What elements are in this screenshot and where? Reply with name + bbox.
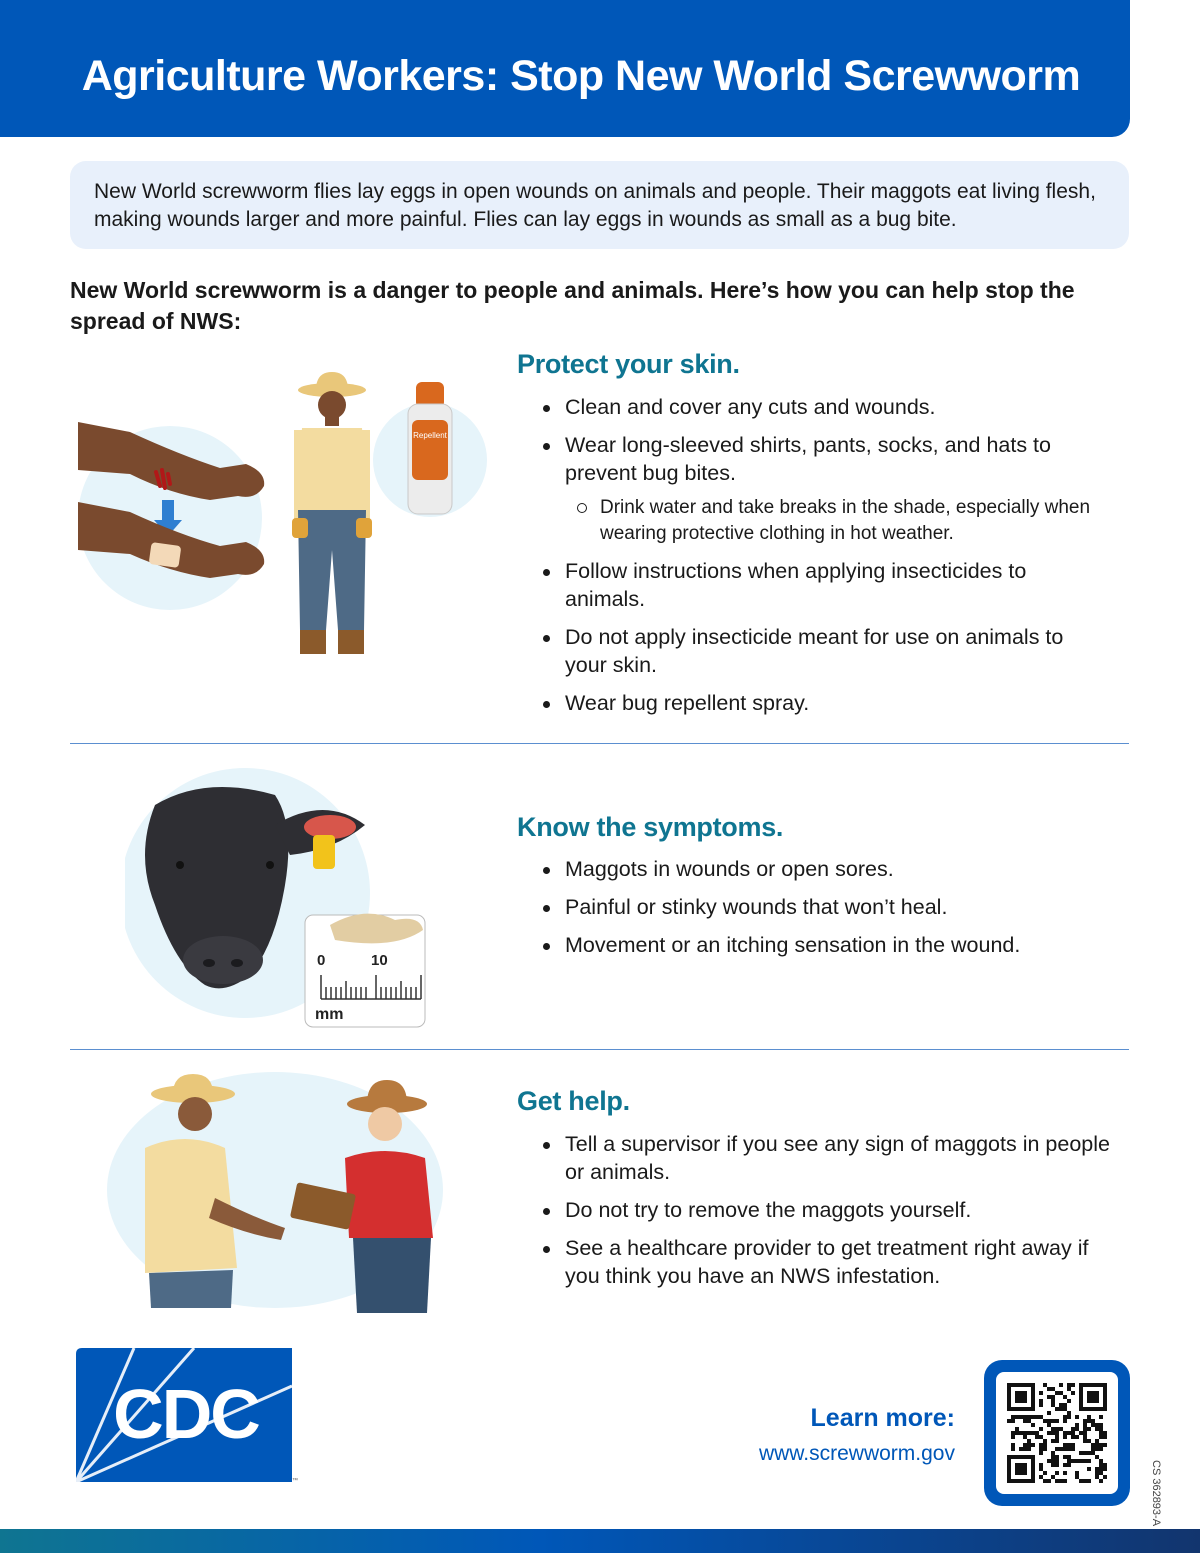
ruler-mark-10: 10 <box>371 952 388 969</box>
intro-text: New World screwworm flies lay eggs in open wounds on animals and people. Their maggots eat living flesh, making wounds larger and more painful. Flies can lay eggs in wounds as small as a bug bite. <box>94 180 1096 231</box>
list-item: Clean and cover any cuts and wounds. <box>540 393 1110 421</box>
farmer-figure <box>292 372 372 654</box>
section-divider <box>70 1049 1129 1050</box>
section-divider <box>70 743 1129 744</box>
list-item: Wear bug repellent spray. <box>540 689 1110 717</box>
protect-skin-illustration <box>70 360 495 680</box>
trademark-symbol: ™ <box>292 1478 298 1484</box>
learn-more-label: Learn more: <box>810 1404 955 1432</box>
protect-list <box>540 393 1110 727</box>
cdc-logo <box>74 1346 304 1486</box>
learn-more-block <box>759 1402 955 1470</box>
sub-list <box>575 495 1110 547</box>
footer-gradient-bar <box>0 1529 1200 1553</box>
list-item-text: Wear long-sleeved shirts, pants, socks, and hats to prevent bug bites. <box>565 433 1051 485</box>
qr-code-frame <box>984 1360 1130 1506</box>
page-title: Agriculture Workers: Stop New World Screwworm <box>81 52 1081 100</box>
list-item: Maggots in wounds or open sores. <box>540 855 1110 883</box>
intro-box <box>70 161 1129 249</box>
list-item: Movement or an itching sensation in the wound. <box>540 931 1110 959</box>
ruler-mark-0: 0 <box>317 952 326 969</box>
qr-code-icon[interactable] <box>996 1372 1118 1494</box>
list-item: Do not try to remove the maggots yourself. <box>540 1196 1110 1224</box>
section-title-help: Get help. <box>517 1086 630 1116</box>
symptoms-list <box>540 855 1110 969</box>
list-item: Follow instructions when applying insecticides to animals. <box>540 557 1110 613</box>
sub-list-item: Drink water and take breaks in the shade, especially when wearing protective clothing in hot weather. <box>575 495 1110 547</box>
section-title-symptoms: Know the symptoms. <box>517 812 784 842</box>
document-code: CS 362893-A <box>1150 1460 1162 1527</box>
ear-tag-icon <box>313 835 335 869</box>
list-item: Tell a supervisor if you see any sign of maggots in people or animals. <box>540 1130 1110 1186</box>
website-link[interactable]: www.screwworm.gov <box>758 1442 955 1465</box>
repellent-spray-icon <box>408 382 452 514</box>
list-item: Do not apply insecticide meant for use on animals to your skin. <box>540 623 1110 679</box>
help-list <box>540 1130 1110 1300</box>
cdc-logo-text: CDC <box>113 1375 259 1453</box>
symptoms-illustration <box>125 765 435 1030</box>
spray-label: Repellent <box>413 431 447 440</box>
list-item <box>540 431 1110 547</box>
list-item: See a healthcare provider to get treatment right away if you think you have an NWS infestation. <box>540 1234 1110 1290</box>
section-title-protect: Protect your skin. <box>517 349 740 379</box>
get-help-illustration <box>105 1068 445 1313</box>
header-banner <box>0 0 1130 137</box>
list-item: Painful or stinky wounds that won’t heal. <box>540 893 1110 921</box>
ruler-unit: mm <box>315 1006 344 1023</box>
lead-text: New World screwworm is a danger to people and animals. Here’s how you can help stop the spread of NWS: <box>70 277 1075 334</box>
